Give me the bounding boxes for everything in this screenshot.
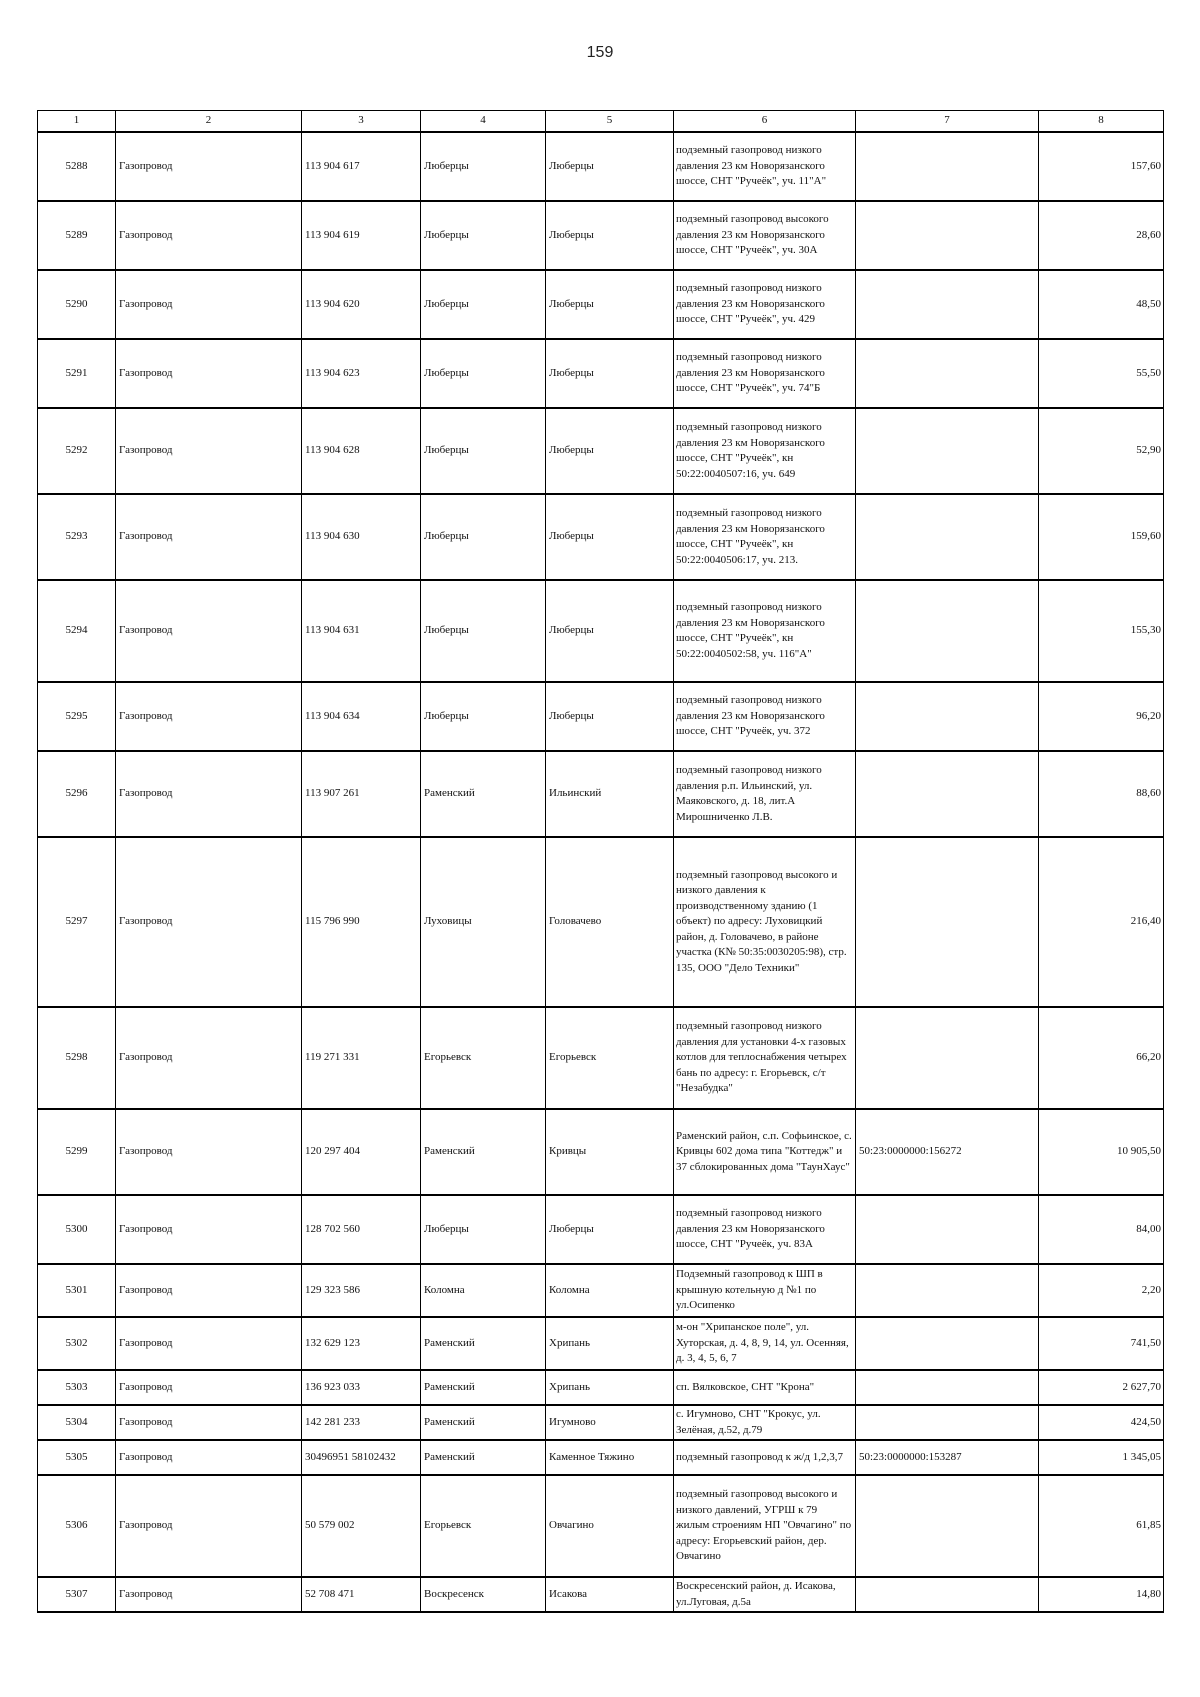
cadastral-number-cell: 50:23:0000000:156272 <box>856 1109 1039 1195</box>
district-cell: Люберцы <box>421 580 546 682</box>
district-cell: Раменский <box>421 1109 546 1195</box>
table-row <box>38 751 1164 837</box>
cadastral-number-cell <box>856 132 1039 201</box>
settlement-cell: Кривцы <box>546 1109 674 1195</box>
row-number-cell: 5302 <box>38 1317 116 1370</box>
description-cell: подземный газопровод низкого давления 23 км Новорязанского шоссе, СНТ "Ручеёк, уч. 83А <box>674 1195 856 1264</box>
row-number-cell: 5295 <box>38 682 116 751</box>
settlement-cell: Хрипань <box>546 1317 674 1370</box>
table-row <box>38 1475 1164 1577</box>
district-cell: Коломна <box>421 1264 546 1317</box>
inventory-number-cell: 113 904 634 <box>302 682 421 751</box>
object-type-cell: Газопровод <box>116 580 302 682</box>
column-number-row <box>38 111 1164 133</box>
inventory-number-cell: 113 904 630 <box>302 494 421 580</box>
description-cell: подземный газопровод высокого давления 23 км Новорязанского шоссе, СНТ "Ручеёк", уч. 30А <box>674 201 856 270</box>
object-type-cell: Газопровод <box>116 1475 302 1577</box>
row-number-cell: 5299 <box>38 1109 116 1195</box>
settlement-cell: Люберцы <box>546 580 674 682</box>
object-type-cell: Газопровод <box>116 494 302 580</box>
description-cell: м-он "Хрипанское поле", ул. Хуторская, д. 4, 8, 9, 14, ул. Осенняя, д. 3, 4, 5, 6, 7 <box>674 1317 856 1370</box>
cadastral-number-cell <box>856 1577 1039 1612</box>
length-cell: 88,60 <box>1039 751 1164 837</box>
column-number: 4 <box>421 111 546 133</box>
table-row <box>38 270 1164 339</box>
district-cell: Раменский <box>421 1317 546 1370</box>
column-number: 6 <box>674 111 856 133</box>
settlement-cell: Люберцы <box>546 270 674 339</box>
table-row <box>38 1370 1164 1405</box>
district-cell: Луховицы <box>421 837 546 1007</box>
table-row <box>38 1317 1164 1370</box>
cadastral-number-cell: 50:23:0000000:153287 <box>856 1440 1039 1475</box>
cadastral-number-cell <box>856 837 1039 1007</box>
settlement-cell: Люберцы <box>546 494 674 580</box>
district-cell: Воскресенск <box>421 1577 546 1612</box>
table-row <box>38 201 1164 270</box>
row-number-cell: 5306 <box>38 1475 116 1577</box>
district-cell: Люберцы <box>421 494 546 580</box>
district-cell: Люберцы <box>421 682 546 751</box>
description-cell: Воскресенский район, д. Исакова, ул.Луговая, д.5а <box>674 1577 856 1612</box>
description-cell: сп. Вялковское, СНТ "Крона" <box>674 1370 856 1405</box>
settlement-cell: Люберцы <box>546 132 674 201</box>
settlement-cell: Хрипань <box>546 1370 674 1405</box>
inventory-number-cell: 113 904 623 <box>302 339 421 408</box>
row-number-cell: 5297 <box>38 837 116 1007</box>
table-row <box>38 339 1164 408</box>
object-type-cell: Газопровод <box>116 1264 302 1317</box>
length-cell: 96,20 <box>1039 682 1164 751</box>
settlement-cell: Люберцы <box>546 682 674 751</box>
length-cell: 48,50 <box>1039 270 1164 339</box>
row-number-cell: 5290 <box>38 270 116 339</box>
district-cell: Люберцы <box>421 408 546 494</box>
row-number-cell: 5303 <box>38 1370 116 1405</box>
settlement-cell: Головачево <box>546 837 674 1007</box>
cadastral-number-cell <box>856 751 1039 837</box>
cadastral-number-cell <box>856 1264 1039 1317</box>
row-number-cell: 5305 <box>38 1440 116 1475</box>
inventory-number-cell: 113 907 261 <box>302 751 421 837</box>
description-cell: подземный газопровод высокого и низкого давлений, УГРШ к 79 жилым строениям НП "Овчагино" по адресу: Егорьевский район, дер. Овчагино <box>674 1475 856 1577</box>
inventory-number-cell: 142 281 233 <box>302 1405 421 1440</box>
table-row <box>38 1007 1164 1109</box>
cadastral-number-cell <box>856 1317 1039 1370</box>
settlement-cell: Люберцы <box>546 1195 674 1264</box>
inventory-number-cell: 113 904 628 <box>302 408 421 494</box>
column-number: 3 <box>302 111 421 133</box>
table-row <box>38 1440 1164 1475</box>
settlement-cell: Ильинский <box>546 751 674 837</box>
object-type-cell: Газопровод <box>116 1440 302 1475</box>
table-row <box>38 1264 1164 1317</box>
settlement-cell: Исакова <box>546 1577 674 1612</box>
description-cell: подземный газопровод к ж/д 1,2,3,7 <box>674 1440 856 1475</box>
district-cell: Егорьевск <box>421 1475 546 1577</box>
cadastral-number-cell <box>856 682 1039 751</box>
description-cell: подземный газопровод низкого давления 23 км Новорязанского шоссе, СНТ "Ручеёк", уч. 429 <box>674 270 856 339</box>
inventory-number-cell: 50 579 002 <box>302 1475 421 1577</box>
row-number-cell: 5298 <box>38 1007 116 1109</box>
table-row <box>38 132 1164 201</box>
district-cell: Люберцы <box>421 201 546 270</box>
cadastral-number-cell <box>856 1007 1039 1109</box>
row-number-cell: 5296 <box>38 751 116 837</box>
object-type-cell: Газопровод <box>116 270 302 339</box>
length-cell: 2,20 <box>1039 1264 1164 1317</box>
object-type-cell: Газопровод <box>116 1577 302 1612</box>
district-cell: Люберцы <box>421 1195 546 1264</box>
object-type-cell: Газопровод <box>116 682 302 751</box>
table-row <box>38 1195 1164 1264</box>
description-cell: с. Игумново, СНТ "Крокус, ул. Зелёная, д.52, д.79 <box>674 1405 856 1440</box>
length-cell: 66,20 <box>1039 1007 1164 1109</box>
column-number: 1 <box>38 111 116 133</box>
table-row <box>38 682 1164 751</box>
object-type-cell: Газопровод <box>116 837 302 1007</box>
row-number-cell: 5291 <box>38 339 116 408</box>
inventory-number-cell: 136 923 033 <box>302 1370 421 1405</box>
district-cell: Раменский <box>421 1440 546 1475</box>
cadastral-number-cell <box>856 580 1039 682</box>
length-cell: 159,60 <box>1039 494 1164 580</box>
column-number: 7 <box>856 111 1039 133</box>
cadastral-number-cell <box>856 270 1039 339</box>
description-cell: Подземный газопровод к ШП в крышную котельную д №1 по ул.Осипенко <box>674 1264 856 1317</box>
description-cell: подземный газопровод низкого давления для установки 4-х газовых котлов для теплоснабжения четырех бань по адресу: г. Егорьевск, с/т "Незабудка" <box>674 1007 856 1109</box>
row-number-cell: 5293 <box>38 494 116 580</box>
district-cell: Раменский <box>421 1370 546 1405</box>
table-row <box>38 580 1164 682</box>
cadastral-number-cell <box>856 201 1039 270</box>
inventory-number-cell: 132 629 123 <box>302 1317 421 1370</box>
cadastral-number-cell <box>856 494 1039 580</box>
length-cell: 52,90 <box>1039 408 1164 494</box>
row-number-cell: 5288 <box>38 132 116 201</box>
length-cell: 84,00 <box>1039 1195 1164 1264</box>
row-number-cell: 5301 <box>38 1264 116 1317</box>
length-cell: 155,30 <box>1039 580 1164 682</box>
inventory-number-cell: 52 708 471 <box>302 1577 421 1612</box>
cadastral-number-cell <box>856 1370 1039 1405</box>
description-cell: подземный газопровод низкого давления 23 км Новорязанского шоссе, СНТ "Ручеёк", уч. 11"А" <box>674 132 856 201</box>
table-row <box>38 1577 1164 1612</box>
description-cell: подземный газопровод низкого давления 23 км Новорязанского шоссе, СНТ "Ручеёк", кн 50:22:0040506:17, уч. 213. <box>674 494 856 580</box>
inventory-number-cell: 113 904 620 <box>302 270 421 339</box>
table-row <box>38 408 1164 494</box>
district-cell: Люберцы <box>421 132 546 201</box>
page-number: 159 <box>586 44 614 61</box>
description-cell: подземный газопровод низкого давления р.п. Ильинский, ул. Маяковского, д. 18, лит.А Мирошниченко Л.В. <box>674 751 856 837</box>
object-type-cell: Газопровод <box>116 339 302 408</box>
length-cell: 14,80 <box>1039 1577 1164 1612</box>
column-number: 2 <box>116 111 302 133</box>
length-cell: 61,85 <box>1039 1475 1164 1577</box>
length-cell: 741,50 <box>1039 1317 1164 1370</box>
length-cell: 55,50 <box>1039 339 1164 408</box>
inventory-number-cell: 30496951 58102432 <box>302 1440 421 1475</box>
settlement-cell: Игумново <box>546 1405 674 1440</box>
row-number-cell: 5289 <box>38 201 116 270</box>
object-type-cell: Газопровод <box>116 132 302 201</box>
inventory-number-cell: 113 904 631 <box>302 580 421 682</box>
length-cell: 10 905,50 <box>1039 1109 1164 1195</box>
inventory-number-cell: 113 904 619 <box>302 201 421 270</box>
length-cell: 28,60 <box>1039 201 1164 270</box>
object-type-cell: Газопровод <box>116 1317 302 1370</box>
object-type-cell: Газопровод <box>116 201 302 270</box>
inventory-number-cell: 120 297 404 <box>302 1109 421 1195</box>
table-row <box>38 494 1164 580</box>
column-number: 8 <box>1039 111 1164 133</box>
object-type-cell: Газопровод <box>116 751 302 837</box>
description-cell: подземный газопровод низкого давления 23 км Новорязанского шоссе, СНТ "Ручеёк", кн 50:22:0040507:16, уч. 649 <box>674 408 856 494</box>
cadastral-number-cell <box>856 408 1039 494</box>
object-type-cell: Газопровод <box>116 1405 302 1440</box>
description-cell: подземный газопровод низкого давления 23 км Новорязанского шоссе, СНТ "Ручеёк", уч. 74"Б <box>674 339 856 408</box>
length-cell: 2 627,70 <box>1039 1370 1164 1405</box>
district-cell: Раменский <box>421 1405 546 1440</box>
length-cell: 1 345,05 <box>1039 1440 1164 1475</box>
settlement-cell: Люберцы <box>546 201 674 270</box>
settlement-cell: Каменное Тяжино <box>546 1440 674 1475</box>
row-number-cell: 5294 <box>38 580 116 682</box>
district-cell: Люберцы <box>421 339 546 408</box>
row-number-cell: 5307 <box>38 1577 116 1612</box>
inventory-number-cell: 119 271 331 <box>302 1007 421 1109</box>
length-cell: 216,40 <box>1039 837 1164 1007</box>
gas-pipeline-registry-table <box>37 110 1164 1613</box>
settlement-cell: Егорьевск <box>546 1007 674 1109</box>
description-cell: подземный газопровод высокого и низкого давления к производственному зданию (1 объект) по адресу: Луховицкий район, д. Головачево, в районе участка (К№ 50:35:0030205:98), стр. 135, ООО "Дело Техники" <box>674 837 856 1007</box>
row-number-cell: 5304 <box>38 1405 116 1440</box>
cadastral-number-cell <box>856 1475 1039 1577</box>
cadastral-number-cell <box>856 339 1039 408</box>
inventory-number-cell: 129 323 586 <box>302 1264 421 1317</box>
table-row <box>38 1109 1164 1195</box>
inventory-number-cell: 115 796 990 <box>302 837 421 1007</box>
row-number-cell: 5300 <box>38 1195 116 1264</box>
settlement-cell: Люберцы <box>546 408 674 494</box>
description-cell: подземный газопровод низкого давления 23 км Новорязанского шоссе, СНТ "Ручеёк", кн 50:22:0040502:58, уч. 116"А" <box>674 580 856 682</box>
inventory-number-cell: 113 904 617 <box>302 132 421 201</box>
cadastral-number-cell <box>856 1405 1039 1440</box>
district-cell: Раменский <box>421 751 546 837</box>
length-cell: 157,60 <box>1039 132 1164 201</box>
cadastral-number-cell <box>856 1195 1039 1264</box>
district-cell: Егорьевск <box>421 1007 546 1109</box>
description-cell: подземный газопровод низкого давления 23 км Новорязанского шоссе, СНТ "Ручеёк, уч. 372 <box>674 682 856 751</box>
settlement-cell: Овчагино <box>546 1475 674 1577</box>
settlement-cell: Коломна <box>546 1264 674 1317</box>
object-type-cell: Газопровод <box>116 1007 302 1109</box>
settlement-cell: Люберцы <box>546 339 674 408</box>
inventory-number-cell: 128 702 560 <box>302 1195 421 1264</box>
table-row <box>38 837 1164 1007</box>
table-body <box>38 111 1164 1613</box>
object-type-cell: Газопровод <box>116 408 302 494</box>
object-type-cell: Газопровод <box>116 1195 302 1264</box>
description-cell: Раменский район, с.п. Софьинское, с. Кривцы 602 дома типа "Коттедж" и 37 сблокированных дома "ТаунХаус" <box>674 1109 856 1195</box>
object-type-cell: Газопровод <box>116 1370 302 1405</box>
district-cell: Люберцы <box>421 270 546 339</box>
row-number-cell: 5292 <box>38 408 116 494</box>
length-cell: 424,50 <box>1039 1405 1164 1440</box>
object-type-cell: Газопровод <box>116 1109 302 1195</box>
column-number: 5 <box>546 111 674 133</box>
table-row <box>38 1405 1164 1440</box>
